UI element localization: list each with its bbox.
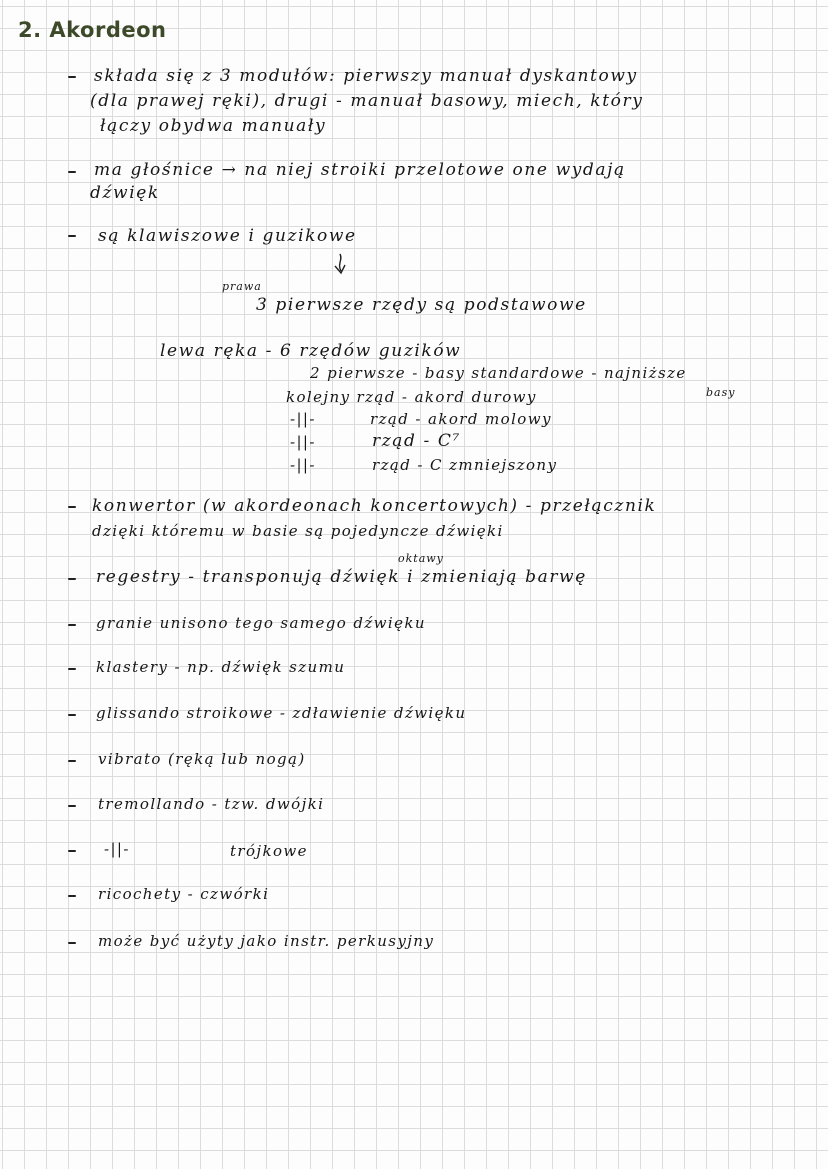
note-line: 2 pierwsze - basy standardowe - najniższe (310, 364, 687, 382)
bullet-dash (68, 624, 76, 626)
note-line: lewa ręka - 6 rzędów guzików (160, 341, 462, 361)
bullet-dash (68, 760, 76, 762)
note-annotation: oktawy (398, 552, 444, 565)
note-line: tremollando - tzw. dwójki (98, 795, 325, 813)
bullet-dash (68, 76, 76, 78)
note-line: ricochety - czwórki (98, 885, 270, 903)
note-line: trójkowe (230, 842, 308, 860)
bullet-dash (68, 850, 76, 852)
note-annotation: prawa (222, 280, 262, 293)
note-line: granie unisono tego samego dźwięku (96, 614, 426, 632)
note-annotation: basy (706, 386, 736, 399)
bullet-dash (68, 235, 76, 237)
bullet-dash (68, 942, 76, 944)
note-line: dźwięk (90, 183, 160, 203)
note-line: 3 pierwsze rzędy są podstawowe (256, 295, 587, 315)
bullet-dash (68, 578, 76, 580)
ditto-mark: -||- (104, 840, 130, 858)
bullet-dash (68, 506, 76, 508)
note-line: (dla prawej ręki), drugi - manuał basowy, miech, który (90, 91, 644, 111)
note-line: może być użyty jako instr. perkusyjny (98, 932, 435, 950)
note-line: składa się z 3 modułów: pierwszy manuał dyskantowy (94, 66, 638, 86)
page-title: 2. Akordeon (18, 18, 167, 42)
note-line: klastery - np. dźwięk szumu (96, 658, 346, 676)
bullet-dash (68, 805, 76, 807)
note-line: łączy obydwa manuały (100, 116, 327, 136)
note-line: są klawiszowe i guzikowe (98, 226, 357, 246)
note-line: vibrato (ręką lub nogą) (98, 750, 306, 768)
bullet-dash (68, 668, 76, 670)
ditto-mark: -||- (290, 456, 316, 474)
note-line: dzięki któremu w basie są pojedyncze dźwięki (92, 522, 504, 540)
bullet-dash (68, 171, 76, 173)
note-line: ma głośnice → na niej stroiki przelotowe one wydają (94, 160, 626, 180)
note-line: rząd - akord molowy (370, 410, 552, 428)
ditto-mark: -||- (290, 410, 316, 428)
note-line: konwertor (w akordeonach koncertowych) - przełącznik (92, 496, 657, 516)
note-line: rząd - C⁷ (372, 431, 461, 451)
arrow-down-icon (330, 252, 350, 278)
note-line: regestry - transponują dźwięk i zmieniają barwę (96, 567, 587, 587)
ditto-mark: -||- (290, 433, 316, 451)
bullet-dash (68, 895, 76, 897)
note-line: kolejny rząd - akord durowy (286, 388, 537, 406)
note-line: glissando stroikowe - zdławienie dźwięku (96, 704, 467, 722)
note-line: rząd - C zmniejszony (372, 456, 558, 474)
bullet-dash (68, 714, 76, 716)
